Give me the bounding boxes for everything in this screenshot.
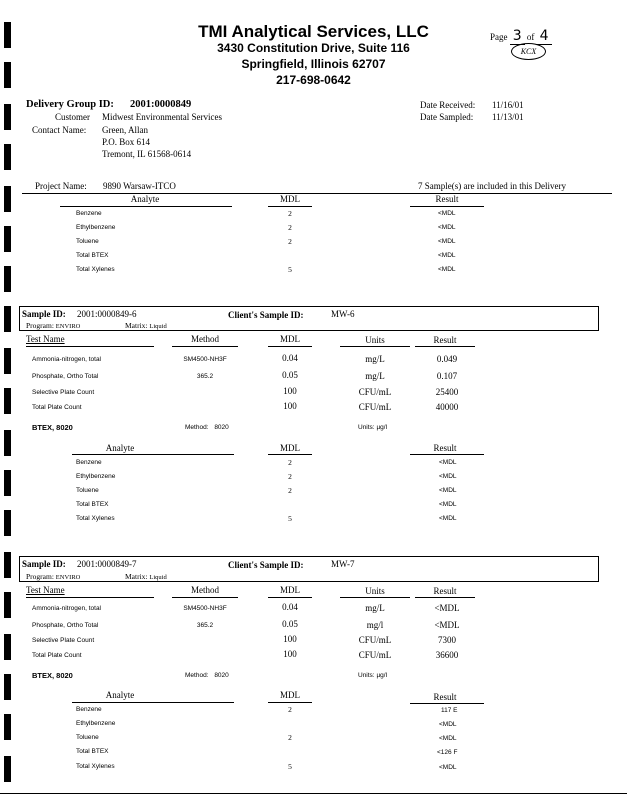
program-line [26,572,80,581]
customer-value: Midwest Environmental Services [102,112,222,122]
analyte-name: Benzene [76,210,102,217]
test-units: mg/l [366,620,384,630]
sample-id-value: 2001:0000849-6 [77,309,137,319]
binder-hole [4,186,11,212]
matrix-value: Liquid [149,323,167,330]
date-received-label: Date Received: [420,100,476,110]
analyte-result: <MDL [438,224,456,231]
btex-method-value: 8020 [214,424,229,431]
analyte-name: Ethylbenzene [76,224,116,231]
column-header-units: Units [365,586,385,596]
analyte-name: Ethylbenzene [76,720,116,727]
analyte-result: <MDL [438,238,456,245]
header-underline [72,702,234,703]
test-mdl: 0.05 [282,619,298,629]
date-received-value: 11/16/01 [492,100,524,110]
test-mdl: 0.04 [282,602,298,612]
analyte-result: <MDL [439,487,457,494]
test-method: 365.2 [196,622,214,629]
client-sample-id-value: MW-7 [331,559,355,569]
test-mdl: 100 [283,634,297,644]
test-units: CFU/mL [358,387,392,397]
page-total: 4 [537,28,552,45]
analyte-name: Total BTEX [76,252,109,259]
analyte-name: Total Xylenes [76,515,115,522]
test-name: Total Plate Count [32,652,82,659]
header-underline [410,206,484,207]
binder-hole [4,430,11,456]
delivery-group-label: Delivery Group ID: [26,99,114,110]
test-name: Phosphate, Ortho Total [32,622,99,629]
column-header-result: Result [433,586,457,596]
test-result: 0.107 [436,371,458,381]
test-mdl: 0.04 [282,353,298,363]
test-units: mg/L [365,603,385,613]
analyte-result: <MDL [438,210,456,217]
test-method: SM4500-NH3F [183,356,227,363]
column-header-method: Method [191,585,219,595]
analyte-mdl: 2 [288,223,292,232]
analyte-result: <MDL [438,252,456,259]
column-header-mdl: MDL [280,585,300,595]
contact-value: Green, Allan [102,125,148,135]
test-units: mg/L [365,354,385,364]
test-method: 365.2 [196,373,214,380]
btex-units-value: µg/l [376,672,388,679]
date-sampled-value: 11/13/01 [492,112,524,122]
analyte-result: <MDL [439,735,457,742]
test-mdl: 0.05 [282,370,298,380]
test-result: 25400 [435,387,459,397]
analyte-name: Toluene [76,487,99,494]
company-city: Springfield, Illinois 62707 [241,57,386,71]
project-value: 9890 Warsaw-ITCO [103,181,176,191]
test-units: CFU/mL [358,635,392,645]
column-header-result: Result [433,692,457,702]
analyte-result: <MDL [439,515,457,522]
sample-id-value: 2001:0000849-7 [77,559,137,569]
header-underline [415,597,475,598]
test-result: <MDL [434,603,460,613]
program-label: Program: [26,321,54,330]
test-mdl: 100 [283,401,297,411]
date-sampled-label: Date Sampled: [420,112,474,122]
header-underline [268,597,312,598]
test-method: SM4500-NH3F [183,605,227,612]
btex-method-value: 8020 [214,672,229,679]
binder-hole [4,714,11,740]
test-result: 36600 [435,650,459,660]
binder-hole [4,756,11,782]
header-underline [72,454,234,455]
client-sample-id-label: Client's Sample ID: [228,310,304,320]
binder-hole [4,348,11,374]
binder-hole [4,388,11,414]
samples-note: 7 Sample(s) are included in this Delivery [418,181,566,191]
contact-address-2: Tremont, IL 61568-0614 [102,149,192,159]
binder-hole [4,144,11,170]
program-label: Program: [26,572,54,581]
header-underline [26,346,154,347]
analyte-name: Toluene [76,238,99,245]
binder-hole [4,552,11,578]
btex-units [358,672,387,679]
header-underline [340,346,410,347]
header-underline [415,346,475,347]
column-header-analyte: Analyte [130,194,160,204]
program-line [26,321,80,330]
client-sample-id-label: Client's Sample ID: [228,560,304,570]
project-label: Project Name: [35,181,87,191]
analyte-result: <MDL [439,721,457,728]
matrix-line [125,321,167,330]
analyte-mdl: 2 [288,472,292,481]
btex-method-label: Method: [185,424,209,431]
test-result: 7300 [438,635,456,645]
analyte-mdl: 2 [288,733,292,742]
company-phone: 217-698-0642 [276,73,351,87]
sample-id-label: Sample ID: [22,559,66,569]
header-underline [26,597,154,598]
header-underline [340,597,410,598]
program-value: ENVIRO [55,574,81,581]
header-underline [268,454,312,455]
analyte-mdl: 2 [288,458,292,467]
column-header-analyte: Analyte [105,443,135,453]
binder-hole [4,104,11,130]
analyte-mdl: 2 [288,705,292,714]
analyte-name: Benzene [76,706,102,713]
page-number: 3 [510,28,525,45]
sample-id-label: Sample ID: [22,309,66,319]
header-underline [268,702,312,703]
bottom-edge [0,793,627,794]
initials-stamp: KCX [511,43,546,60]
analyte-name: Total Xylenes [76,266,115,273]
analyte-mdl: 5 [288,762,292,771]
test-result: 0.049 [436,354,458,364]
analyte-name: Total BTEX [76,501,109,508]
analyte-name: Benzene [76,459,102,466]
page-label: Page [490,32,508,42]
btex-method-label: Method: [185,672,209,679]
test-name: Selective Plate Count [32,389,95,396]
matrix-label: Matrix: [125,321,148,330]
delivery-group-id: 2001:0000849 [130,99,192,110]
column-header-result: Result [433,443,457,453]
binder-hole [4,674,11,700]
analyte-result: <MDL [439,459,457,466]
analyte-result: <MDL [438,266,456,273]
test-result: 40000 [435,402,459,412]
binder-hole [4,266,11,292]
header-underline [172,346,238,347]
binder-hole [4,634,11,660]
header-underline [268,346,312,347]
contact-label: Contact Name: [32,125,87,135]
analyte-result: 117 E [441,707,458,714]
analyte-result: <MDL [439,473,457,480]
column-header-result: Result [433,335,457,345]
column-header-units: Units [365,335,385,345]
test-units: CFU/mL [358,402,392,412]
of-label: of [526,32,535,42]
binder-hole [4,592,11,618]
test-units: CFU/mL [358,650,392,660]
column-header-mdl: MDL [280,194,300,204]
test-name: Selective Plate Count [32,637,95,644]
matrix-value: Liquid [149,574,167,581]
page-indicator [490,28,552,44]
company-name: TMI Analytical Services, LLC [198,22,429,41]
column-header-mdl: MDL [280,443,300,453]
test-mdl: 100 [283,649,297,659]
binder-hole [4,470,11,496]
client-sample-id-value: MW-6 [331,309,355,319]
column-header-result: Result [435,194,459,204]
analyte-result: <126 F [437,749,458,756]
btex-method [185,424,229,431]
btex-label: BTEX, 8020 [32,671,73,680]
test-name: Ammonia-nitrogen, total [32,605,102,612]
header-underline [60,206,232,207]
column-header-mdl: MDL [280,690,300,700]
matrix-line [125,572,167,581]
header-underline [268,206,312,207]
analyte-mdl: 2 [288,209,292,218]
column-header-method: Method [191,334,219,344]
test-units: mg/L [365,371,385,381]
program-value: ENVIRO [55,323,81,330]
column-header-analyte: Analyte [105,690,135,700]
customer-label: Customer [55,112,90,122]
column-header-mdl: MDL [280,334,300,344]
btex-units-label: Units: [358,672,375,679]
company-address: 3430 Constitution Drive, Suite 116 [217,41,410,55]
test-mdl: 100 [283,386,297,396]
test-result: <MDL [434,620,460,630]
btex-units-value: µg/l [376,424,388,431]
analyte-mdl: 5 [288,514,292,523]
header-underline [172,597,238,598]
binder-hole [4,226,11,252]
analyte-name: Toluene [76,734,99,741]
btex-method [185,672,229,679]
analyte-result: <MDL [439,501,457,508]
analyte-mdl: 2 [288,237,292,246]
test-name: Phosphate, Ortho Total [32,373,99,380]
analyte-name: Total Xylenes [76,763,115,770]
binder-hole [4,510,11,536]
matrix-label: Matrix: [125,572,148,581]
analyte-mdl: 5 [288,265,292,274]
btex-label: BTEX, 8020 [32,423,73,432]
analyte-result: <MDL [439,764,457,771]
analyte-name: Ethylbenzene [76,473,116,480]
test-name: Total Plate Count [32,404,82,411]
binder-hole [4,306,11,332]
analyte-mdl: 2 [288,486,292,495]
analyte-name: Total BTEX [76,748,109,755]
test-name: Ammonia-nitrogen, total [32,356,102,363]
column-header-test-name: Test Name [26,585,65,595]
btex-units-label: Units: [358,424,375,431]
contact-address-1: P.O. Box 614 [102,137,151,147]
btex-units [358,424,387,431]
header-underline [410,454,484,455]
header-underline [410,703,484,704]
column-header-test-name: Test Name [26,334,65,344]
